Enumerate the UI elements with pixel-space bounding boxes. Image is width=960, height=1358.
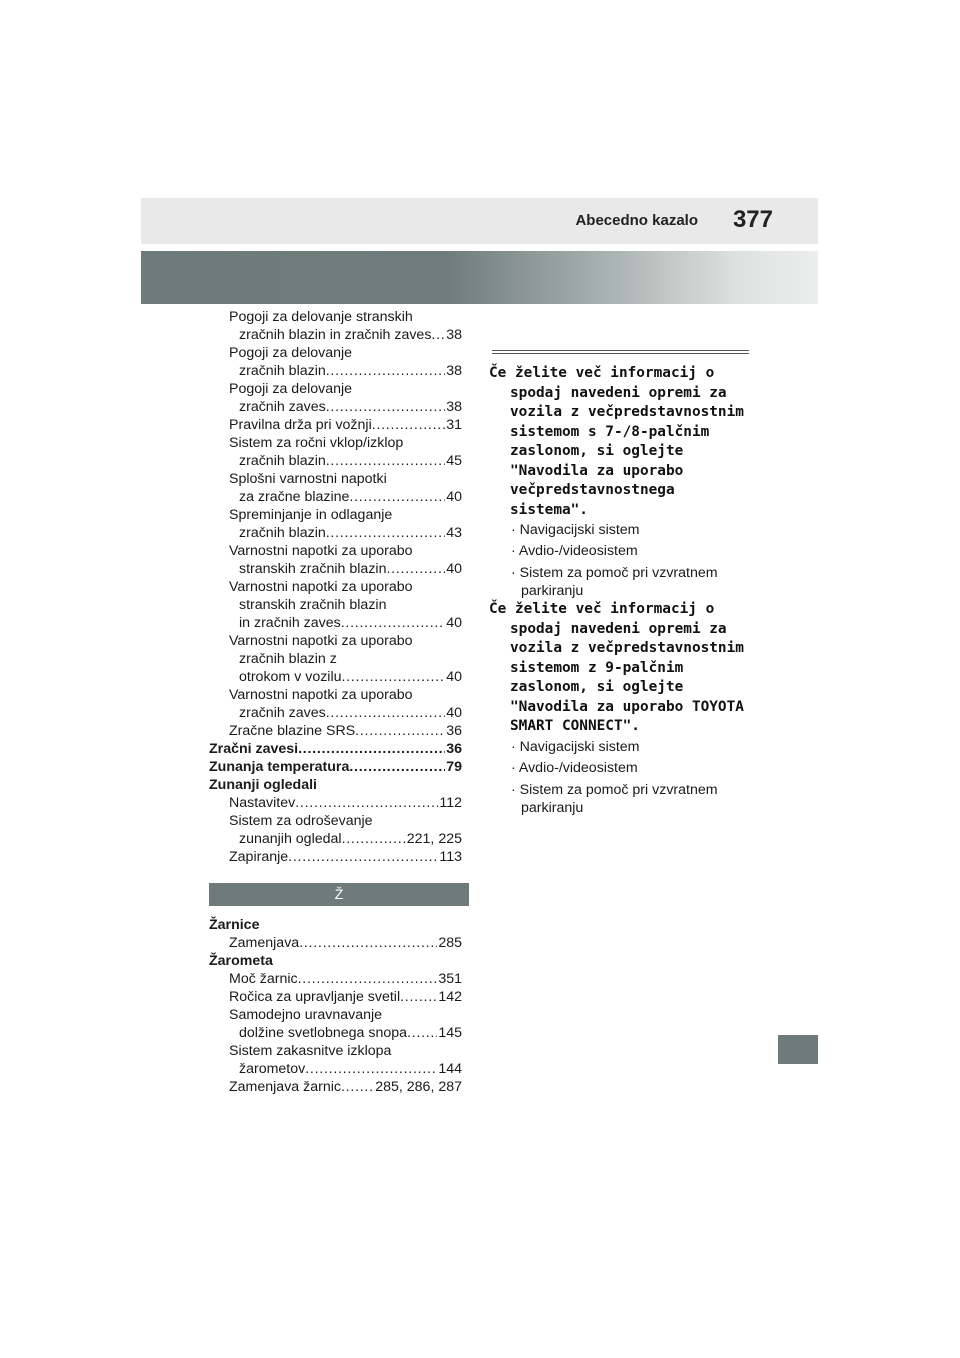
- dot-leader: [326, 452, 445, 470]
- dot-leader: [288, 848, 438, 866]
- index-entry: [209, 704, 462, 722]
- dot-leader: [326, 524, 445, 542]
- index-entry-page: 112: [439, 795, 462, 811]
- dot-leader: [295, 794, 438, 812]
- dot-leader: [349, 488, 445, 506]
- index-entry: Varnostni napotki za uporabo: [229, 687, 413, 703]
- index-entry: Pogoji za delovanje: [229, 345, 353, 361]
- info-list-item: · Navigacijski sistem: [511, 738, 640, 755]
- dot-leader: [355, 722, 445, 740]
- info-list-item: · Sistem za pomoč pri vzvratnem parkiranju: [511, 565, 718, 599]
- double-rule-divider: [492, 350, 749, 354]
- index-entry: Žarnice: [209, 917, 260, 933]
- info-list-item: · Avdio-/videosistem: [511, 543, 638, 559]
- index-entry-page: 144: [438, 1061, 462, 1077]
- index-entry-text: Moč žarnic: [229, 971, 298, 987]
- index-entry: [209, 326, 462, 344]
- index-entry-page: 31: [446, 417, 462, 433]
- index-column-left: [209, 308, 462, 1096]
- index-entry: Pogoji za delovanje: [229, 381, 353, 397]
- header-band: [141, 198, 818, 244]
- index-entry-page: 40: [446, 669, 462, 685]
- index-entry-text: Zračne blazine SRS: [229, 723, 356, 739]
- dot-leader: [326, 704, 445, 722]
- dot-leader: [326, 398, 445, 416]
- index-entry: [209, 452, 462, 470]
- section-title: Abecedno kazalo: [575, 212, 698, 229]
- index-entry-text: zračnih blazin: [239, 363, 326, 379]
- index-entry: Sistem zakasnitve izklopa: [229, 1043, 392, 1059]
- index-entry-text: Nastavitev: [229, 795, 296, 811]
- index-entry-page: 43: [446, 525, 462, 541]
- info-list-item: · Sistem za pomoč pri vzvratnem parkiranju: [511, 781, 718, 816]
- index-entry-text: zračnih blazin in zračnih zaves: [239, 327, 432, 343]
- index-entry: Samodejno uravnavanje: [229, 1007, 383, 1023]
- index-entry: Varnostni napotki za uporabo: [229, 543, 413, 559]
- dot-leader: [400, 988, 437, 1006]
- index-entry: [209, 668, 462, 686]
- index-entry-text: dolžine svetlobnega snopa: [239, 1025, 408, 1041]
- index-entry: [209, 794, 462, 812]
- index-entry-page: 36: [446, 741, 462, 757]
- index-entry-text: stranskih zračnih blazin: [239, 561, 387, 577]
- index-entry: zračnih blazin z: [239, 651, 337, 667]
- dot-leader: [326, 362, 445, 380]
- index-entry: Zunanji ogledali: [209, 777, 317, 793]
- index-entry: [209, 614, 462, 632]
- index-entry-page: 45: [446, 453, 462, 469]
- index-entry: [209, 416, 462, 434]
- index-entry-text: zunanjih ogledal: [239, 831, 342, 847]
- info-list-item: · Navigacijski sistem: [511, 522, 640, 538]
- index-list-z: [209, 308, 462, 866]
- index-entry: [209, 488, 462, 506]
- index-entry: [209, 830, 462, 848]
- index-entry: [209, 934, 462, 952]
- page-number: 377: [732, 206, 773, 233]
- index-entry-page: 142: [438, 989, 462, 1005]
- dot-leader: [342, 830, 406, 848]
- index-entry-text: Zračni zavesi: [209, 741, 299, 757]
- index-entry-text: Zunanja temperatura: [209, 759, 350, 775]
- index-entry: [209, 740, 462, 758]
- index-entry-page: 36: [446, 723, 462, 739]
- info-list-9-inch: [489, 737, 749, 817]
- index-entry: [209, 524, 462, 542]
- index-entry: [209, 1024, 462, 1042]
- index-entry-text: zračnih zaves: [239, 705, 326, 721]
- index-entry-text: za zračne blazine: [239, 489, 350, 505]
- index-entry-text: žarometov: [239, 1061, 306, 1077]
- index-entry-page: 221, 225: [406, 831, 462, 847]
- index-entry-text: zračnih blazin: [239, 525, 326, 541]
- index-entry-text: zračnih zaves: [239, 399, 326, 415]
- info-list-item: · Avdio-/videosistem: [511, 759, 638, 776]
- index-entry: Splošni varnostni napotki: [229, 471, 387, 487]
- index-entry: [209, 398, 462, 416]
- dot-leader: [298, 970, 438, 988]
- index-entry-text: zračnih blazin: [239, 453, 326, 469]
- index-entry: [209, 988, 462, 1006]
- index-entry-text: Zapiranje: [229, 849, 289, 865]
- chapter-tab-marker: [778, 1035, 818, 1064]
- index-entry-page: 40: [446, 561, 462, 577]
- dot-leader: [341, 614, 445, 632]
- dot-leader: [299, 934, 437, 952]
- info-heading-7-8-inch: Če želite več informacij o spodaj navedeni opremi za vozila z večpredstavnostnim sistemom s 7-/8-palčnim zaslonom, si oglejte "Navodila za uporabo večpredstavnostnega sistema".: [489, 365, 744, 518]
- index-entry: [209, 1078, 462, 1096]
- index-entry-text: Zamenjava žarnic: [229, 1079, 341, 1095]
- index-entry-page: 38: [446, 399, 462, 415]
- decorative-gradient-band: [141, 251, 818, 304]
- index-entry: [209, 970, 462, 988]
- index-entry: [209, 1060, 462, 1078]
- index-entry-text: otrokom v vozilu: [239, 669, 342, 685]
- index-entry-page: 113: [439, 849, 462, 865]
- index-entry: Varnostni napotki za uporabo: [229, 633, 413, 649]
- index-entry: [209, 722, 462, 740]
- index-entry-page: 145: [438, 1025, 462, 1041]
- index-entry-text: in zračnih zaves: [239, 615, 341, 631]
- index-entry: [209, 848, 462, 866]
- dot-leader: [341, 1078, 374, 1096]
- index-entry-text: Pravilna drža pri vožnji: [229, 417, 372, 433]
- index-entry: [209, 758, 462, 776]
- dot-leader: [305, 1060, 437, 1078]
- info-heading-9-inch: Če želite več informacij o spodaj navedeni opremi za vozila z večpredstavnostnim sistemom z 9-palčnim zaslonom, si oglejte "Navodila za uporabo TOYOTA SMART CONNECT".: [489, 601, 744, 734]
- index-entry: stranskih zračnih blazin: [239, 597, 387, 613]
- index-entry: Pogoji za delovanje stranskih: [229, 309, 413, 325]
- index-entry-page: 79: [446, 759, 462, 775]
- index-entry-page: 40: [446, 615, 462, 631]
- info-list-7-8-inch: [489, 520, 749, 600]
- index-entry-page: 285: [438, 935, 462, 951]
- index-entry: Varnostni napotki za uporabo: [229, 579, 413, 595]
- index-entry: Sistem za ročni vklop/izklop: [229, 435, 404, 451]
- index-entry-text: Zamenjava: [229, 935, 300, 951]
- dot-leader: [431, 326, 445, 344]
- index-entry: Sistem za odroševanje: [229, 813, 373, 829]
- index-entry: [209, 362, 462, 380]
- dot-leader: [386, 560, 445, 578]
- index-entry-page: 40: [446, 489, 462, 505]
- dot-leader: [298, 740, 445, 758]
- dot-leader: [342, 668, 446, 686]
- index-column-right: [489, 350, 749, 817]
- index-entry-page: 40: [446, 705, 462, 721]
- index-entry-page: 38: [446, 363, 462, 379]
- dot-leader: [349, 758, 445, 776]
- index-entry: [209, 560, 462, 578]
- index-entry-text: Ročica za upravljanje svetil: [229, 989, 401, 1005]
- index-entry-page: 351: [438, 971, 462, 987]
- dot-leader: [407, 1024, 437, 1042]
- index-entry: Spreminjanje in odlaganje: [229, 507, 393, 523]
- index-list-zh: [209, 916, 462, 1096]
- index-entry-page: 285, 286, 287: [375, 1079, 462, 1095]
- index-entry-page: 38: [446, 327, 462, 343]
- index-letter-heading: Ž: [209, 883, 469, 906]
- index-entry: Žarometa: [209, 953, 273, 969]
- dot-leader: [372, 416, 445, 434]
